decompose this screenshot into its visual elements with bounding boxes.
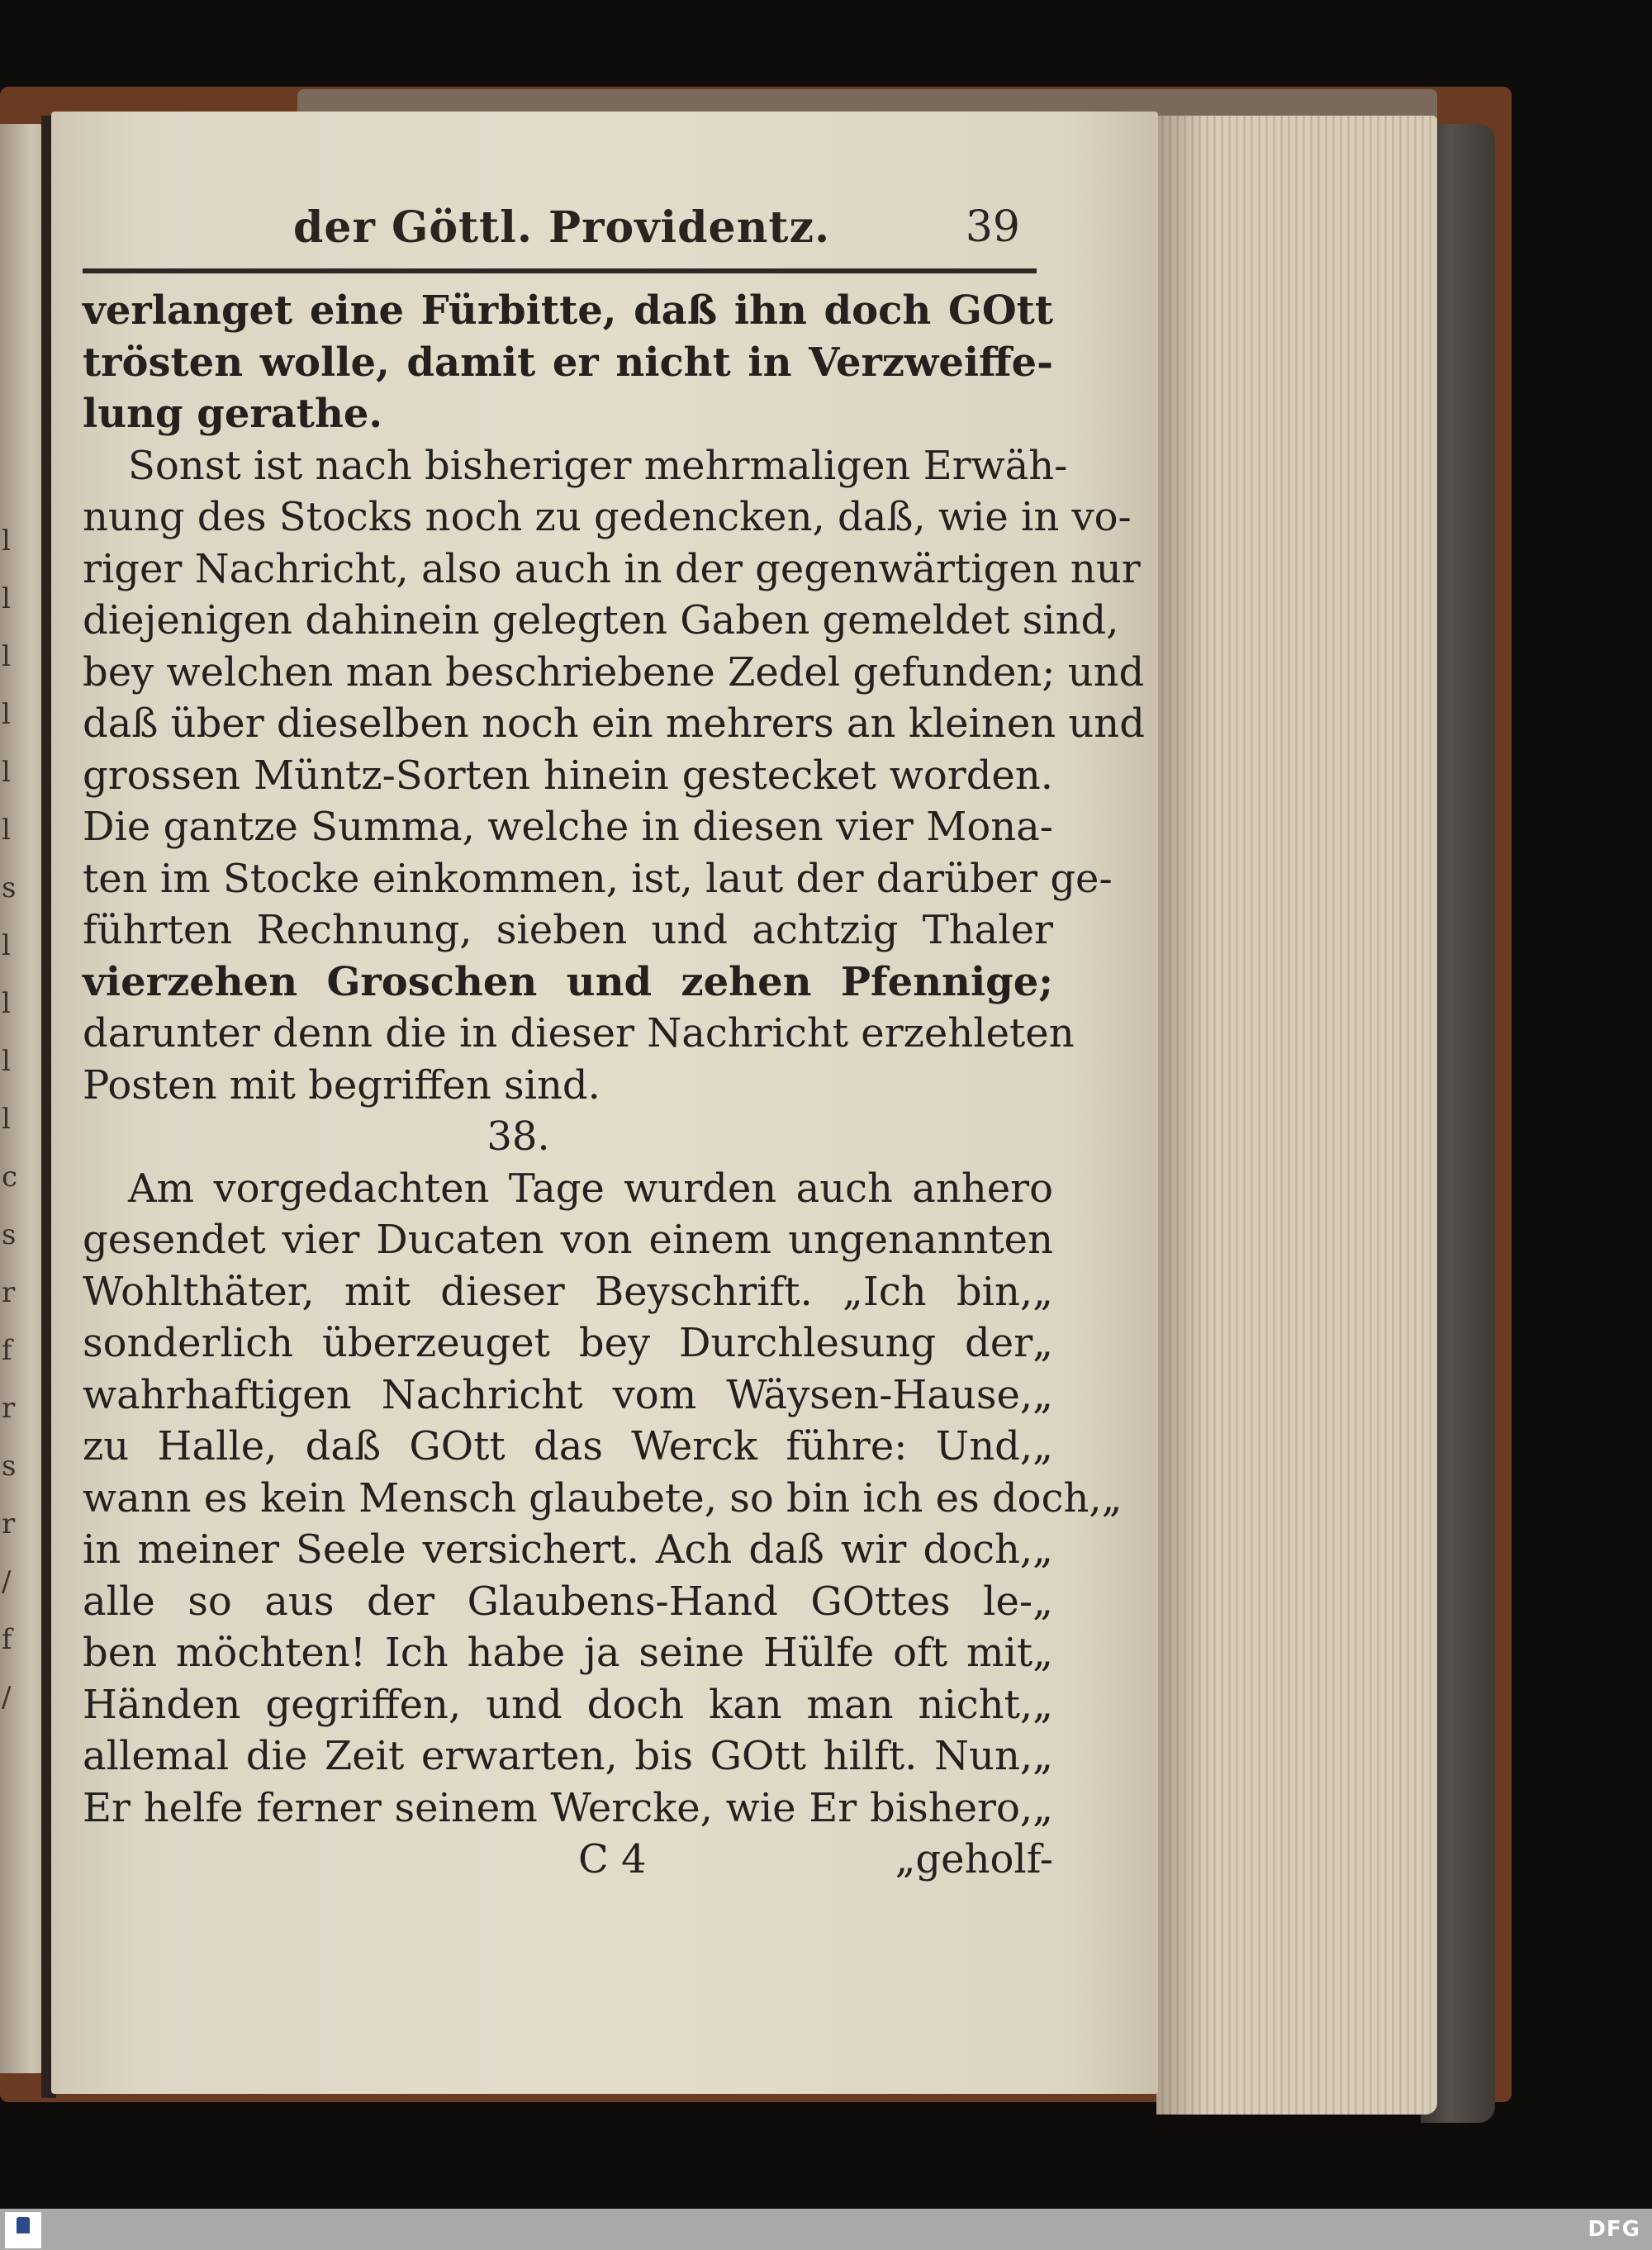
edge-mark: l	[2, 640, 11, 673]
text-line: wahrhaftigen Nachricht vom Wäysen-Hause,„	[83, 1371, 1053, 1418]
edge-mark: f	[2, 1623, 12, 1656]
catchword: „geholf-	[895, 1836, 1053, 1882]
text-line: daß über dieselben noch ein mehrers an kleinen und	[83, 700, 1145, 747]
edge-mark: s	[2, 871, 17, 904]
text-line: ten im Stocke einkommen, ist, laut der darüber ge-	[83, 855, 1113, 902]
text-line: lung gerathe.	[83, 391, 383, 437]
text-line: führten Rechnung, sieben und achtzig Thaler	[83, 907, 1053, 953]
text-line: diejenigen dahinein gelegten Gaben gemeldet sind,	[83, 597, 1119, 643]
page-body	[83, 285, 1145, 1886]
edge-mark: l	[2, 1045, 11, 1078]
text-line: Sonst ist nach bisheriger mehrmaligen Erwäh-	[128, 442, 1068, 489]
text-line: Posten mit begriffen sind.	[83, 1061, 601, 1108]
text-line: verlanget eine Fürbitte, daß ihn doch GOtt	[83, 287, 1053, 334]
signature-mark: C 4	[578, 1836, 647, 1882]
text-line: in meiner Seele versichert. Ach daß wir doch,„	[83, 1526, 1053, 1573]
edge-mark: r	[2, 1392, 16, 1425]
edge-mark: l	[2, 929, 11, 962]
text-line: ben möchten! Ich habe ja seine Hülfe oft mit„	[83, 1630, 1053, 1676]
text-line: nung des Stocks noch zu gedencken, daß, wie in vo-	[83, 494, 1132, 540]
viewer-footer-bar	[0, 2209, 1652, 2250]
page-footer-line	[83, 1834, 1053, 1886]
edge-mark: l	[2, 582, 11, 615]
text-line: bey welchen man beschriebene Zedel gefunden; und	[83, 648, 1145, 695]
header-rule	[83, 268, 1037, 273]
text-line: wann es kein Mensch glaubete, so bin ich es doch,„	[83, 1474, 1123, 1521]
text-line: Die gantze Summa, welche in diesen vier Mona-	[83, 804, 1053, 850]
text-line: vierzehen Groschen und zehen Pfennige;	[83, 958, 1053, 1005]
text-line: zu Halle, daß GOtt das Werck führe: Und,„	[83, 1423, 1053, 1469]
text-line: Am vorgedachten Tage wurden auch anhero	[128, 1165, 1053, 1212]
page-stack-shadow	[1156, 116, 1206, 2115]
text-line: darunter denn die in dieser Nachricht erzehleten	[83, 1010, 1075, 1056]
edge-mark: l	[2, 698, 11, 731]
section-number: 38.	[487, 1113, 550, 1160]
text-line: trösten wolle, damit er nicht in Verzweiffe-	[83, 339, 1053, 386]
dfg-logo: DFG	[1588, 2217, 1640, 2242]
page-header	[277, 202, 1037, 260]
text-line: Wohlthäter, mit dieser Beyschrift. „Ich bin,„	[83, 1268, 1053, 1315]
edge-mark: s	[2, 1450, 17, 1483]
text-line: sonderlich überzeuget bey Durchlesung der„	[83, 1320, 1053, 1366]
edge-mark: l	[2, 1103, 11, 1136]
text-line: gesendet vier Ducaten von einem ungenannten	[83, 1217, 1053, 1263]
edge-mark: l	[2, 987, 11, 1020]
edge-mark: l	[2, 525, 11, 558]
edge-mark: s	[2, 1218, 17, 1251]
edge-mark: l	[2, 756, 11, 789]
library-logo-mark	[17, 2217, 30, 2233]
edge-mark: f	[2, 1334, 12, 1367]
page-number: 39	[965, 202, 1020, 252]
text-line: Händen gegriffen, und doch kan man nicht,„	[83, 1681, 1053, 1728]
text-line: grossen Müntz-Sorten hinein gestecket worden.	[83, 752, 1053, 799]
edge-mark: l	[2, 814, 11, 847]
edge-mark: r	[2, 1276, 16, 1309]
text-line: riger Nachricht, also auch in der gegenwärtigen nur	[83, 545, 1141, 592]
edge-mark: /	[2, 1565, 12, 1598]
edge-mark: /	[2, 1681, 12, 1714]
text-line: alle so aus der Glaubens-Hand GOttes le-„	[83, 1578, 1053, 1625]
running-title: der Göttl. Providentz.	[293, 202, 831, 253]
left-page-edge-marks	[2, 512, 18, 1916]
library-logo-icon	[5, 2212, 41, 2248]
edge-mark: r	[2, 1507, 16, 1540]
text-line: Er helfe ferner seinem Wercke, wie Er bishero,„	[83, 1784, 1053, 1831]
edge-mark: c	[2, 1161, 18, 1194]
text-line: allemal die Zeit erwarten, bis GOtt hilft. Nun,„	[83, 1733, 1053, 1779]
